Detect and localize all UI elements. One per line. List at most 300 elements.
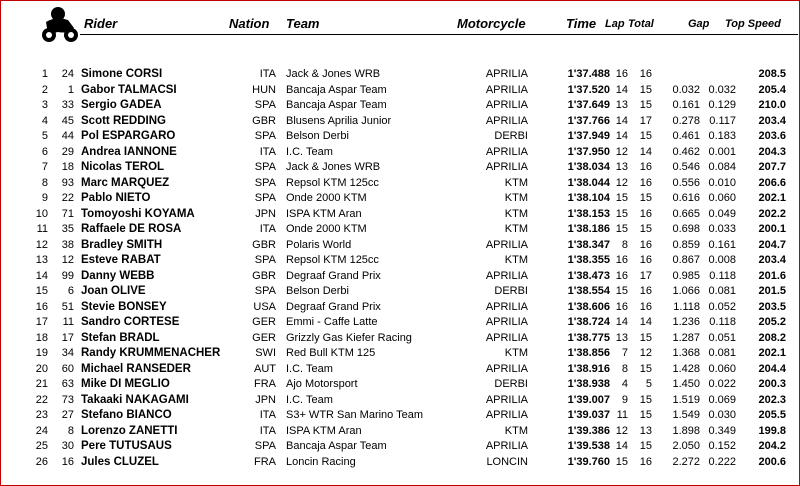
lap-time-cell: 1'38.724 — [567, 316, 610, 328]
top-speed-cell: 210.0 — [758, 99, 786, 111]
rider-number-cell: 8 — [67, 424, 74, 437]
lap-time-cell: 1'38.554 — [567, 285, 610, 297]
total-laps-cell: 16 — [639, 455, 652, 468]
header-team: Team — [286, 16, 320, 31]
rider-number-cell: 34 — [61, 347, 74, 359]
gap-to-leader-cell: 1.368 — [672, 347, 700, 359]
gap-to-previous-cell: 0.049 — [708, 207, 736, 220]
gap-to-previous-cell: 0.152 — [708, 440, 736, 452]
gap-to-previous-cell: 0.069 — [708, 393, 736, 406]
team-cell: Polaris World — [286, 238, 352, 251]
rider-name-cell: Marc MARQUEZ — [81, 176, 170, 189]
gap-to-leader-cell: 1.519 — [672, 393, 700, 406]
total-laps-cell: 15 — [639, 409, 652, 421]
motorcycle-cell: APRILIA — [485, 269, 528, 282]
lap-time-cell: 1'37.649 — [567, 99, 610, 111]
team-cell: Blusens Aprilia Junior — [286, 114, 392, 127]
top-speed-cell: 205.2 — [758, 316, 786, 328]
gap-to-leader-cell: 1.898 — [672, 424, 700, 437]
table-row — [0, 393, 800, 409]
gap-to-leader-cell: 0.546 — [672, 161, 700, 173]
nation-cell: FRA — [254, 455, 276, 468]
team-cell: Degraaf Grand Prix — [286, 269, 381, 282]
lap-cell: 14 — [615, 130, 628, 142]
total-laps-cell: 16 — [639, 254, 652, 266]
lap-time-cell: 1'37.488 — [567, 68, 610, 80]
rider-name-cell: Sandro CORTESE — [81, 316, 180, 328]
lap-cell: 15 — [615, 207, 628, 220]
gap-to-previous-cell: 0.222 — [708, 455, 736, 468]
gap-to-previous-cell: 0.081 — [708, 285, 736, 297]
rider-number-cell: 11 — [62, 316, 74, 328]
lap-time-cell: 1'38.473 — [567, 269, 610, 282]
team-cell: Loncin Racing — [286, 455, 356, 468]
top-speed-cell: 205.5 — [758, 409, 786, 421]
total-laps-cell: 16 — [639, 285, 652, 297]
total-laps-cell: 15 — [639, 331, 652, 344]
total-laps-cell: 16 — [639, 161, 652, 173]
motorcycle-cell: APRILIA — [485, 145, 528, 158]
gap-to-previous-cell: 0.052 — [708, 300, 736, 313]
rider-number-cell: 93 — [61, 176, 74, 189]
header-top-speed: Top Speed — [725, 18, 781, 30]
motorcycle-cell: APRILIA — [485, 114, 528, 127]
motorcycle-cell: APRILIA — [485, 409, 528, 421]
lap-cell: 4 — [621, 378, 628, 390]
motorcycle-cell: APRILIA — [485, 83, 528, 96]
team-cell: Repsol KTM 125cc — [286, 176, 379, 189]
top-speed-cell: 205.4 — [758, 83, 786, 96]
total-laps-cell: 16 — [639, 176, 652, 189]
rider-number-cell: 99 — [61, 269, 74, 282]
table-row — [0, 83, 800, 99]
total-laps-cell: 15 — [639, 99, 652, 111]
motorcycle-rider-icon — [38, 4, 80, 44]
rider-name-cell: Simone CORSI — [81, 68, 163, 80]
motorcycle-cell: APRILIA — [485, 300, 528, 313]
gap-to-previous-cell: 0.033 — [708, 223, 736, 235]
rider-name-cell: Pablo NIETO — [81, 192, 151, 204]
top-speed-cell: 202.1 — [758, 192, 786, 204]
rider-number-cell: 33 — [61, 99, 74, 111]
lap-cell: 11 — [616, 409, 628, 421]
position-cell: 3 — [41, 99, 48, 111]
lap-time-cell: 1'39.037 — [567, 409, 610, 421]
position-cell: 18 — [35, 331, 48, 344]
nation-cell: GBR — [252, 269, 276, 282]
gap-to-previous-cell: 0.060 — [708, 192, 736, 204]
lap-cell: 14 — [615, 316, 628, 328]
team-cell: Jack & Jones WRB — [286, 68, 381, 80]
rider-name-cell: Bradley SMITH — [81, 238, 163, 251]
gap-to-leader-cell: 0.462 — [672, 145, 700, 158]
position-cell: 21 — [35, 378, 48, 390]
rider-name-cell: Scott REDDING — [81, 114, 166, 127]
gap-to-previous-cell: 0.060 — [708, 362, 736, 375]
top-speed-cell: 204.3 — [758, 145, 786, 158]
gap-to-previous-cell: 0.349 — [708, 424, 736, 437]
team-cell: ISPA KTM Aran — [286, 424, 362, 437]
rider-number-cell: 29 — [61, 145, 74, 158]
lap-time-cell: 1'38.775 — [567, 331, 610, 344]
top-speed-cell: 202.1 — [758, 347, 786, 359]
gap-to-previous-cell: 0.032 — [708, 83, 736, 96]
table-row — [0, 191, 800, 207]
motorcycle-cell: KTM — [504, 192, 528, 204]
table-row — [0, 377, 800, 393]
rider-name-cell: Jules CLUZEL — [81, 455, 159, 468]
team-cell: Repsol KTM 125cc — [286, 254, 379, 266]
top-speed-cell: 206.6 — [758, 176, 786, 189]
rider-name-cell: Andrea IANNONE — [81, 145, 177, 158]
nation-cell: SPA — [254, 440, 276, 452]
table-row — [0, 408, 800, 424]
table-row — [0, 67, 800, 83]
total-laps-cell: 12 — [639, 347, 652, 359]
team-cell: I.C. Team — [286, 145, 333, 158]
top-speed-cell: 204.4 — [758, 362, 786, 375]
gap-to-leader-cell: 1.236 — [672, 316, 700, 328]
gap-to-previous-cell: 0.118 — [709, 269, 736, 282]
lap-cell: 8 — [621, 238, 628, 251]
top-speed-cell: 202.3 — [758, 393, 786, 406]
position-cell: 17 — [35, 316, 48, 328]
motorcycle-cell: DERBI — [494, 130, 528, 142]
gap-to-previous-cell: 0.118 — [709, 316, 736, 328]
top-speed-cell: 203.6 — [758, 130, 786, 142]
total-laps-cell: 16 — [639, 300, 652, 313]
lap-time-cell: 1'38.938 — [567, 378, 610, 390]
position-cell: 1 — [41, 68, 48, 80]
header-time: Time — [566, 16, 597, 31]
total-laps-cell: 16 — [639, 238, 652, 251]
lap-cell: 12 — [615, 424, 628, 437]
gap-to-previous-cell: 0.084 — [708, 161, 736, 173]
nation-cell: GBR — [252, 114, 276, 127]
table-row — [0, 238, 800, 254]
total-laps-cell: 14 — [639, 316, 652, 328]
table-row — [0, 424, 800, 440]
rider-number-cell: 73 — [61, 393, 74, 406]
lap-cell: 14 — [615, 114, 628, 127]
header-total: Total — [628, 18, 654, 30]
position-cell: 12 — [35, 238, 48, 251]
position-cell: 9 — [41, 192, 48, 204]
motorcycle-cell: DERBI — [494, 285, 528, 297]
lap-time-cell: 1'37.950 — [567, 145, 610, 158]
lap-time-cell: 1'39.007 — [567, 393, 610, 406]
total-laps-cell: 14 — [639, 145, 652, 158]
rider-number-cell: 71 — [61, 207, 74, 220]
team-cell: Belson Derbi — [286, 285, 349, 297]
team-cell: Emmi - Caffe Latte — [286, 316, 378, 328]
rider-number-cell: 51 — [61, 300, 74, 313]
top-speed-cell: 204.7 — [758, 238, 786, 251]
gap-to-previous-cell: 0.008 — [708, 254, 736, 266]
nation-cell: SPA — [254, 254, 276, 266]
top-speed-cell: 207.7 — [758, 161, 786, 173]
lap-cell: 15 — [615, 192, 628, 204]
motorcycle-cell: LONCIN — [486, 455, 528, 468]
gap-to-leader-cell: 0.616 — [672, 192, 700, 204]
header-divider — [80, 34, 798, 35]
lap-time-cell: 1'38.606 — [567, 300, 610, 313]
table-row — [0, 269, 800, 285]
motorcycle-cell: APRILIA — [485, 161, 528, 173]
lap-cell: 13 — [615, 331, 628, 344]
team-cell: ISPA KTM Aran — [286, 207, 362, 220]
team-cell: Bancaja Aspar Team — [286, 99, 387, 111]
gap-to-leader-cell: 0.867 — [672, 254, 700, 266]
gap-to-previous-cell: 0.161 — [708, 238, 736, 251]
table-row — [0, 331, 800, 347]
table-row — [0, 98, 800, 114]
lap-cell: 9 — [621, 393, 628, 406]
nation-cell: ITA — [259, 145, 276, 158]
top-speed-cell: 208.2 — [758, 331, 786, 344]
lap-cell: 15 — [615, 455, 628, 468]
team-cell: Bancaja Aspar Team — [286, 440, 387, 452]
rider-name-cell: Sergio GADEA — [81, 99, 162, 111]
nation-cell: GBR — [252, 238, 276, 251]
position-cell: 25 — [35, 440, 48, 452]
gap-to-leader-cell: 0.985 — [672, 269, 700, 282]
team-cell: Degraaf Grand Prix — [286, 300, 381, 313]
rider-number-cell: 22 — [61, 192, 74, 204]
team-cell: Onde 2000 KTM — [286, 223, 367, 235]
lap-cell: 12 — [615, 145, 628, 158]
header-gap: Gap — [688, 18, 710, 30]
lap-time-cell: 1'38.034 — [567, 161, 610, 173]
total-laps-cell: 15 — [639, 130, 652, 142]
team-cell: Grizzly Gas Kiefer Racing — [286, 331, 412, 344]
gap-to-leader-cell: 1.287 — [672, 331, 700, 344]
nation-cell: FRA — [254, 378, 276, 390]
lap-time-cell: 1'37.766 — [567, 114, 610, 127]
lap-time-cell: 1'38.153 — [567, 207, 610, 220]
rider-name-cell: Pol ESPARGARO — [81, 130, 176, 142]
total-laps-cell: 15 — [639, 440, 652, 452]
position-cell: 16 — [35, 300, 48, 313]
rider-name-cell: Gabor TALMACSI — [81, 83, 177, 96]
position-cell: 26 — [35, 455, 48, 468]
nation-cell: SPA — [254, 161, 276, 173]
total-laps-cell: 13 — [639, 424, 652, 437]
gap-to-leader-cell: 0.556 — [672, 176, 700, 189]
nation-cell: AUT — [254, 362, 276, 375]
motorcycle-cell: KTM — [504, 223, 528, 235]
total-laps-cell: 5 — [645, 378, 652, 390]
nation-cell: JPN — [255, 393, 276, 406]
position-cell: 20 — [35, 362, 48, 375]
position-cell: 23 — [35, 409, 48, 421]
team-cell: Bancaja Aspar Team — [286, 83, 387, 96]
lap-cell: 16 — [615, 254, 628, 266]
gap-to-previous-cell: 0.117 — [709, 114, 736, 127]
position-cell: 13 — [35, 254, 48, 266]
gap-to-leader-cell: 1.428 — [672, 362, 700, 375]
position-cell: 14 — [35, 269, 48, 282]
table-row — [0, 160, 800, 176]
table-row — [0, 455, 800, 471]
rider-name-cell: Raffaele DE ROSA — [81, 223, 182, 235]
nation-cell: HUN — [252, 83, 276, 96]
gap-to-leader-cell: 0.698 — [672, 223, 700, 235]
top-speed-cell: 202.2 — [758, 207, 786, 220]
position-cell: 24 — [35, 424, 48, 437]
lap-cell: 8 — [621, 362, 628, 375]
rider-number-cell: 44 — [61, 130, 74, 142]
total-laps-cell: 17 — [639, 269, 652, 282]
lap-cell: 13 — [615, 161, 628, 173]
lap-cell: 7 — [621, 347, 628, 359]
header-lap: Lap — [605, 18, 625, 30]
table-row — [0, 346, 800, 362]
position-cell: 22 — [35, 393, 48, 406]
lap-time-cell: 1'37.520 — [567, 83, 610, 96]
top-speed-cell: 204.2 — [758, 440, 786, 452]
lap-cell: 13 — [615, 99, 628, 111]
lap-time-cell: 1'38.916 — [567, 362, 610, 375]
top-speed-cell: 201.6 — [758, 269, 786, 282]
rider-number-cell: 45 — [61, 114, 74, 127]
total-laps-cell: 15 — [639, 223, 652, 235]
nation-cell: SPA — [254, 285, 276, 297]
rider-name-cell: Tomoyoshi KOYAMA — [81, 207, 195, 220]
motorcycle-cell: DERBI — [494, 378, 528, 390]
team-cell: Red Bull KTM 125 — [286, 347, 376, 359]
rider-name-cell: Stefano BIANCO — [81, 409, 172, 421]
gap-to-leader-cell: 1.549 — [672, 409, 700, 421]
total-laps-cell: 16 — [639, 68, 652, 80]
rider-name-cell: Pere TUTUSAUS — [81, 440, 172, 452]
rider-number-cell: 1 — [67, 83, 74, 96]
gap-to-leader-cell: 1.118 — [673, 300, 700, 313]
motorcycle-cell: APRILIA — [485, 238, 528, 251]
position-cell: 15 — [35, 285, 48, 297]
table-row — [0, 114, 800, 130]
table-row — [0, 207, 800, 223]
nation-cell: ITA — [259, 68, 276, 80]
header-rider: Rider — [84, 16, 118, 31]
motorcycle-cell: KTM — [504, 176, 528, 189]
motorcycle-cell: KTM — [504, 254, 528, 266]
top-speed-cell: 200.1 — [758, 223, 786, 235]
gap-to-previous-cell: 0.183 — [708, 130, 736, 142]
position-cell: 2 — [41, 83, 48, 96]
table-row — [0, 284, 800, 300]
rider-name-cell: Esteve RABAT — [81, 254, 161, 266]
gap-to-leader-cell: 0.032 — [672, 83, 700, 96]
position-cell: 5 — [41, 130, 48, 142]
table-row — [0, 439, 800, 455]
header-nation: Nation — [229, 16, 270, 31]
top-speed-cell: 203.4 — [758, 254, 786, 266]
motorcycle-cell: KTM — [504, 347, 528, 359]
lap-cell: 16 — [615, 269, 628, 282]
lap-time-cell: 1'38.856 — [567, 347, 610, 359]
lap-time-cell: 1'39.538 — [567, 440, 610, 452]
lap-time-cell: 1'38.347 — [567, 238, 610, 251]
team-cell: S3+ WTR San Marino Team — [286, 409, 424, 421]
gap-to-leader-cell: 2.050 — [672, 440, 700, 452]
nation-cell: SPA — [254, 130, 276, 142]
motorcycle-cell: APRILIA — [485, 68, 528, 80]
total-laps-cell: 15 — [639, 192, 652, 204]
total-laps-cell: 15 — [639, 362, 652, 375]
motorcycle-cell: APRILIA — [485, 440, 528, 452]
nation-cell: SPA — [254, 176, 276, 189]
total-laps-cell: 15 — [639, 83, 652, 96]
position-cell: 8 — [41, 176, 48, 189]
nation-cell: ITA — [259, 424, 276, 437]
motorcycle-cell: APRILIA — [485, 393, 528, 406]
gap-to-previous-cell: 0.051 — [708, 331, 736, 344]
rider-number-cell: 30 — [61, 440, 74, 452]
total-laps-cell: 15 — [639, 393, 652, 406]
top-speed-cell: 203.4 — [758, 114, 786, 127]
table-row — [0, 176, 800, 192]
rider-number-cell: 17 — [61, 331, 74, 344]
total-laps-cell: 16 — [639, 207, 652, 220]
team-cell: I.C. Team — [286, 362, 333, 375]
lap-cell: 16 — [615, 300, 628, 313]
position-cell: 11 — [36, 223, 48, 235]
rider-number-cell: 60 — [61, 362, 74, 375]
lap-cell: 12 — [615, 176, 628, 189]
rider-name-cell: Joan OLIVE — [81, 285, 146, 297]
position-cell: 4 — [41, 114, 48, 127]
gap-to-leader-cell: 2.272 — [672, 455, 700, 468]
rider-number-cell: 38 — [61, 238, 74, 251]
nation-cell: SWI — [255, 347, 276, 359]
rider-name-cell: Lorenzo ZANETTI — [81, 424, 178, 437]
gap-to-leader-cell: 1.066 — [672, 285, 700, 297]
position-cell: 19 — [35, 347, 48, 359]
gap-to-previous-cell: 0.030 — [708, 409, 736, 421]
rider-number-cell: 16 — [61, 455, 74, 468]
lap-cell: 15 — [615, 285, 628, 297]
gap-to-leader-cell: 1.450 — [672, 378, 700, 390]
motorcycle-cell: APRILIA — [485, 99, 528, 111]
gap-to-leader-cell: 0.665 — [672, 207, 700, 220]
top-speed-cell: 199.8 — [758, 424, 786, 437]
motorcycle-cell: APRILIA — [485, 331, 528, 344]
top-speed-cell: 201.5 — [758, 285, 786, 297]
team-cell: Jack & Jones WRB — [286, 161, 381, 173]
table-row — [0, 222, 800, 238]
lap-cell: 14 — [615, 83, 628, 96]
lap-time-cell: 1'38.104 — [567, 192, 610, 204]
rider-name-cell: Stevie BONSEY — [81, 300, 167, 313]
position-cell: 7 — [41, 161, 48, 173]
gap-to-leader-cell: 0.461 — [672, 130, 700, 142]
lap-cell: 16 — [615, 68, 628, 80]
team-cell: Belson Derbi — [286, 130, 349, 142]
rider-number-cell: 24 — [61, 68, 74, 80]
team-cell: I.C. Team — [286, 393, 333, 406]
table-row — [0, 253, 800, 269]
rider-number-cell: 18 — [61, 161, 74, 173]
top-speed-cell: 200.6 — [758, 455, 786, 468]
nation-cell: ITA — [259, 223, 276, 235]
lap-time-cell: 1'39.386 — [567, 424, 610, 437]
rider-name-cell: Danny WEBB — [81, 269, 155, 282]
nation-cell: JPN — [255, 207, 276, 220]
gap-to-leader-cell: 0.859 — [672, 238, 700, 251]
rider-name-cell: Michael RANSEDER — [81, 362, 191, 375]
lap-time-cell: 1'38.044 — [567, 176, 610, 189]
